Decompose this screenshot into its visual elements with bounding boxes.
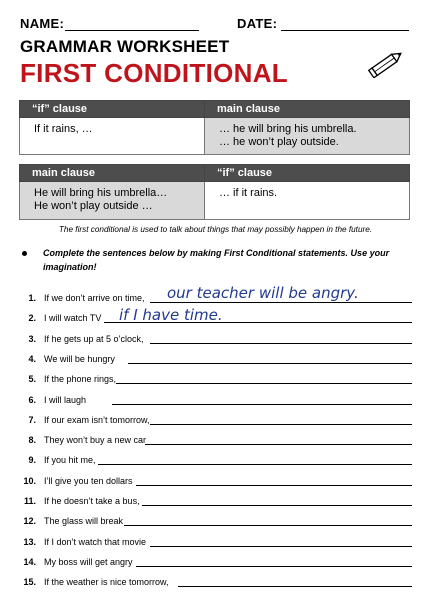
main-clause-cell [20,182,205,220]
if-clause-header: “if” clause [20,101,205,118]
exercise-prompt: We will be hungry [44,353,115,364]
if-clause-cell: If it rains, … [20,118,205,155]
main-clause-cell [205,118,410,155]
exercise-prompt: If he doesn’t take a bus, [44,496,140,506]
handwritten-answer: our teacher will be angry. [167,284,359,302]
exercise-number: 3. [28,333,36,344]
exercise-prompt: If the weather is nice tomorrow, [44,577,169,588]
answer-blank[interactable] [178,586,412,587]
exercise-number: 12. [23,516,36,527]
main-clause-line: … he won’t play outside. [219,136,339,148]
worksheet-subtitle: FIRST CONDITIONAL [20,58,288,88]
exercise-row [20,306,412,325]
exercise-row [20,496,412,508]
exercise-number: 14. [23,556,36,567]
name-field[interactable] [65,30,199,31]
exercise-row [20,435,412,447]
answer-blank[interactable] [150,302,412,303]
exercise-row [20,284,412,305]
if-clause-cell: … if it rains. [205,182,410,220]
exercise-row [20,415,412,427]
main-clause-header: main clause [20,165,205,182]
exercise-number: 1. [28,293,36,303]
exercise-prompt: If the phone rings, [44,374,117,385]
answer-blank[interactable] [116,383,412,384]
date-field[interactable] [281,30,409,31]
exercise-number: 13. [23,536,36,547]
exercise-prompt: I will laugh [44,394,87,405]
exercise-number: 9. [28,455,36,466]
if-clause-header: “if” clause [205,165,410,182]
exercise-prompt: If you hit me, [44,455,96,466]
exercise-prompt: I will watch TV [44,313,102,324]
worksheet-title: GRAMMAR WORKSHEET [20,37,230,56]
exercise-prompt: If he gets up at 5 o’clock, [44,333,144,344]
answer-blank[interactable] [150,343,412,344]
exercise-number: 2. [28,313,36,324]
exercise-row [20,354,412,366]
date-label: DATE: [237,16,278,31]
pencil-icon [368,48,408,78]
exercise-row [20,455,412,467]
answer-blank[interactable] [142,505,412,506]
main-first-table [19,164,410,220]
exercise-prompt: If we don’t arrive on time, [44,293,145,303]
if-first-table [19,100,410,155]
exercise-row [20,374,412,386]
answer-blank[interactable] [124,525,412,526]
exercise-row [20,516,412,528]
bullet-icon [22,251,27,256]
exercise-number: 10. [23,475,36,486]
exercise-row [20,334,412,346]
exercise-number: 7. [28,414,36,425]
exercise-number: 11. [23,496,36,506]
answer-blank[interactable] [150,424,412,425]
exercise-prompt: I’ll give you ten dollars [44,475,133,486]
exercise-row [20,395,412,407]
answer-blank[interactable] [112,404,412,405]
answer-blank[interactable] [136,485,412,486]
exercise-number: 5. [28,374,36,385]
exercise-number: 4. [28,353,36,364]
exercise-row [20,476,412,488]
answer-blank[interactable] [136,566,412,567]
instructions-line: imagination! [43,262,97,272]
main-clause-line: He will bring his umbrella… [34,187,168,199]
main-clause-line: … he will bring his umbrella. [219,123,357,135]
exercise-prompt: If our exam isn’t tomorrow, [44,414,150,425]
main-clause-line: He won’t play outside … [34,200,153,212]
usage-note: The first conditional is used to talk about things that may possibly happen in the future. [58,225,373,234]
instructions-line: Complete the sentences below by making First Conditional statements. Use your [43,248,390,258]
exercise-prompt: If I don’t watch that movie [44,536,147,547]
exercise-prompt: The glass will break [44,516,124,527]
exercise-row [20,577,412,589]
answer-blank[interactable] [98,464,412,465]
exercise-number: 8. [28,435,36,446]
exercise-prompt: My boss will get angry [44,556,133,567]
handwritten-answer: if I have time. [119,306,223,325]
main-clause-header: main clause [205,101,410,118]
exercise-number: 6. [28,394,36,405]
answer-blank[interactable] [150,546,412,547]
name-label: NAME: [20,16,65,31]
exercise-row [20,537,412,549]
answer-blank[interactable] [128,363,412,364]
exercise-prompt: They won’t buy a new car [44,435,147,446]
instructions [43,246,413,274]
answer-blank[interactable] [145,444,412,445]
exercise-row [20,557,412,569]
exercise-number: 15. [23,577,36,588]
